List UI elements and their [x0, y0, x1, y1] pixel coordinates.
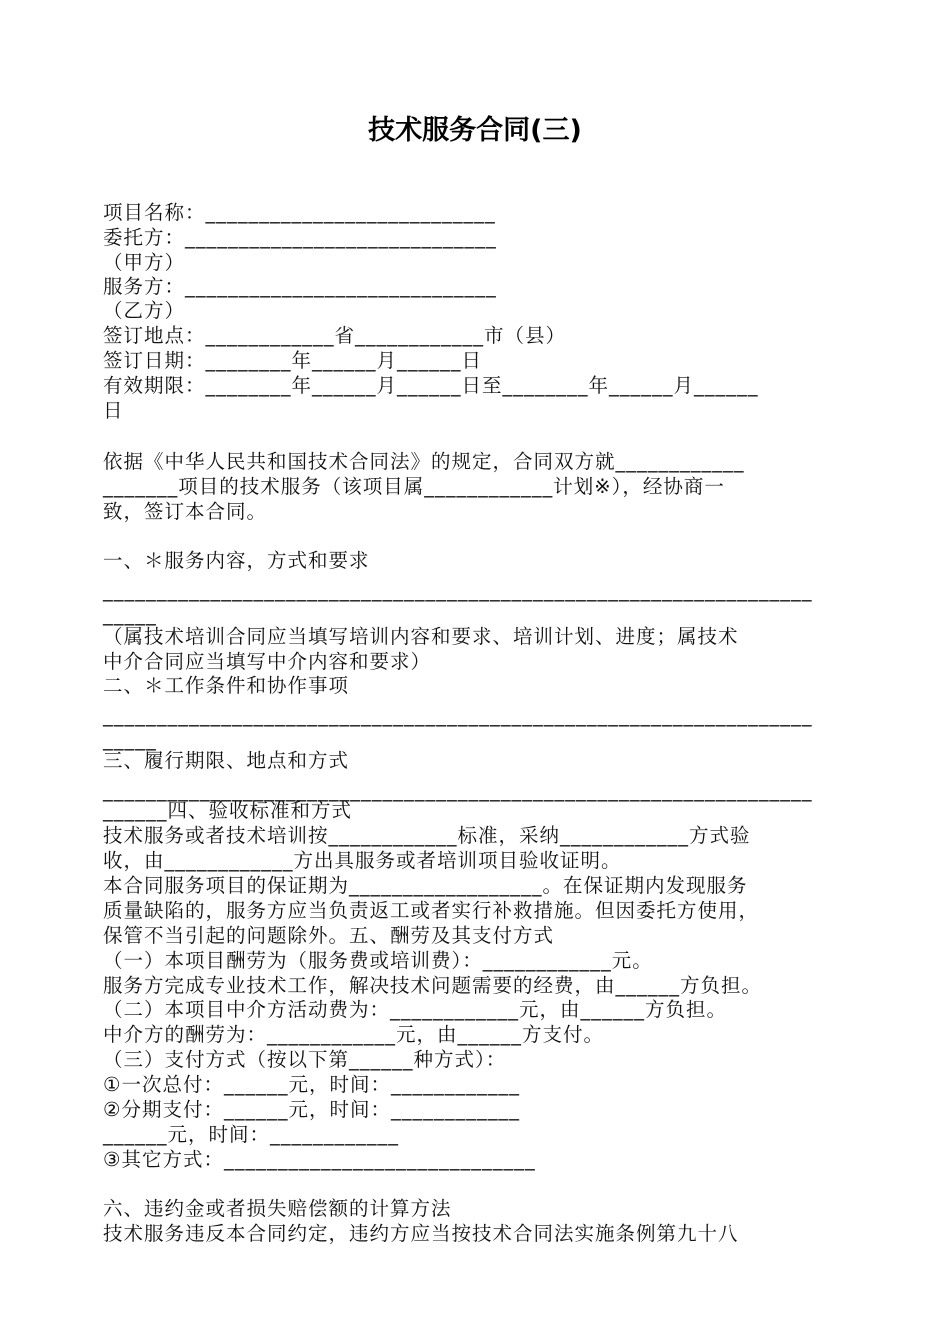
payment-option-3: ③其它方式：_____________________________	[103, 1148, 536, 1171]
field-signing-date: 签订日期：________年______月______日	[103, 349, 483, 372]
warranty-line-3-section-5-heading: 保管不当引起的问题除外。五、酬劳及其支付方式	[103, 924, 555, 947]
fee-line-3: （二）本项目中介方活动费为：____________元，由______方负担。	[103, 998, 728, 1021]
section-1-blank-short: _____	[103, 603, 157, 626]
section-4-line-2: 收，由____________方出具服务或者培训项目验收证明。	[103, 849, 622, 872]
section-1-note-line-1: （属技术培训合同应当填写培训内容和要求、培训计划、进度；属技术	[103, 625, 739, 648]
section-6-heading: 六、违约金或者损失赔偿额的计算方法	[103, 1197, 452, 1220]
section-1-note-line-2: 中介合同应当填写中介内容和要求）	[103, 650, 432, 673]
warranty-line-2: 质量缺陷的，服务方应当负责返工或者实行补救措施。但因委托方使用，	[103, 899, 760, 922]
section-2-heading: 二、＊工作条件和协作事项	[103, 674, 350, 697]
field-project-name: 项目名称：___________________________	[103, 201, 496, 224]
section-4-heading: ______四、验收标准和方式	[103, 799, 353, 822]
fee-line-1: （一）本项目酬劳为（服务费或培训费）：____________元。	[103, 949, 653, 972]
preamble-line-1: 依据《中华人民共和国技术合同法》的规定，合同双方就____________	[103, 450, 745, 473]
fee-line-2: 服务方完成专业技术工作，解决技术问题需要的经费，由______方负担。	[103, 974, 763, 997]
section-2-blank-line: __________________________________________________________________	[103, 704, 813, 727]
preamble-line-2: _______项目的技术服务（该项目属____________计划※），经协商一	[103, 475, 725, 498]
section-3-blank-line: __________________________________________________________________	[103, 779, 813, 802]
field-signing-place: 签订地点：____________省____________市（县）	[103, 324, 567, 347]
payment-option-2: ②分期支付：______元，时间：____________	[103, 1098, 520, 1121]
party-a-label: （甲方）	[103, 251, 186, 274]
section-3-heading: 三、履行期限、地点和方式	[103, 749, 350, 772]
warranty-line-1: 本合同服务项目的保证期为__________________。在保证期内发现服务	[103, 874, 748, 897]
preamble-line-3: 致，签订本合同。	[103, 500, 268, 523]
payment-method-heading: （三）支付方式（按以下第______种方式）：	[103, 1048, 507, 1071]
payment-option-1: ①一次总付：______元，时间：____________	[103, 1073, 520, 1096]
field-service-provider: 服务方：_____________________________	[103, 275, 497, 298]
field-validity-period-end: 日	[103, 399, 124, 422]
payment-option-2-cont: ______元，时间：____________	[103, 1123, 400, 1146]
party-b-label: （乙方）	[103, 299, 186, 322]
section-4-line-1: 技术服务或者技术培训按____________标准，采纳____________方式验	[103, 824, 751, 847]
section-1-heading: 一、＊服务内容，方式和要求	[103, 549, 370, 572]
fee-line-4: 中介方的酬劳为：____________元，由______方支付。	[103, 1023, 605, 1046]
section-2-blank-short: _____	[103, 728, 157, 751]
section-1-blank-line: __________________________________________________________________	[103, 579, 813, 602]
document-title: 技术服务合同(三)	[368, 115, 582, 146]
section-6-line-1: 技术服务违反本合同约定，违约方应当按技术合同法实施条例第九十八	[103, 1222, 739, 1245]
field-validity-period: 有效期限：________年______月______日至________年______月______	[103, 374, 759, 397]
field-client: 委托方：_____________________________	[103, 226, 497, 249]
